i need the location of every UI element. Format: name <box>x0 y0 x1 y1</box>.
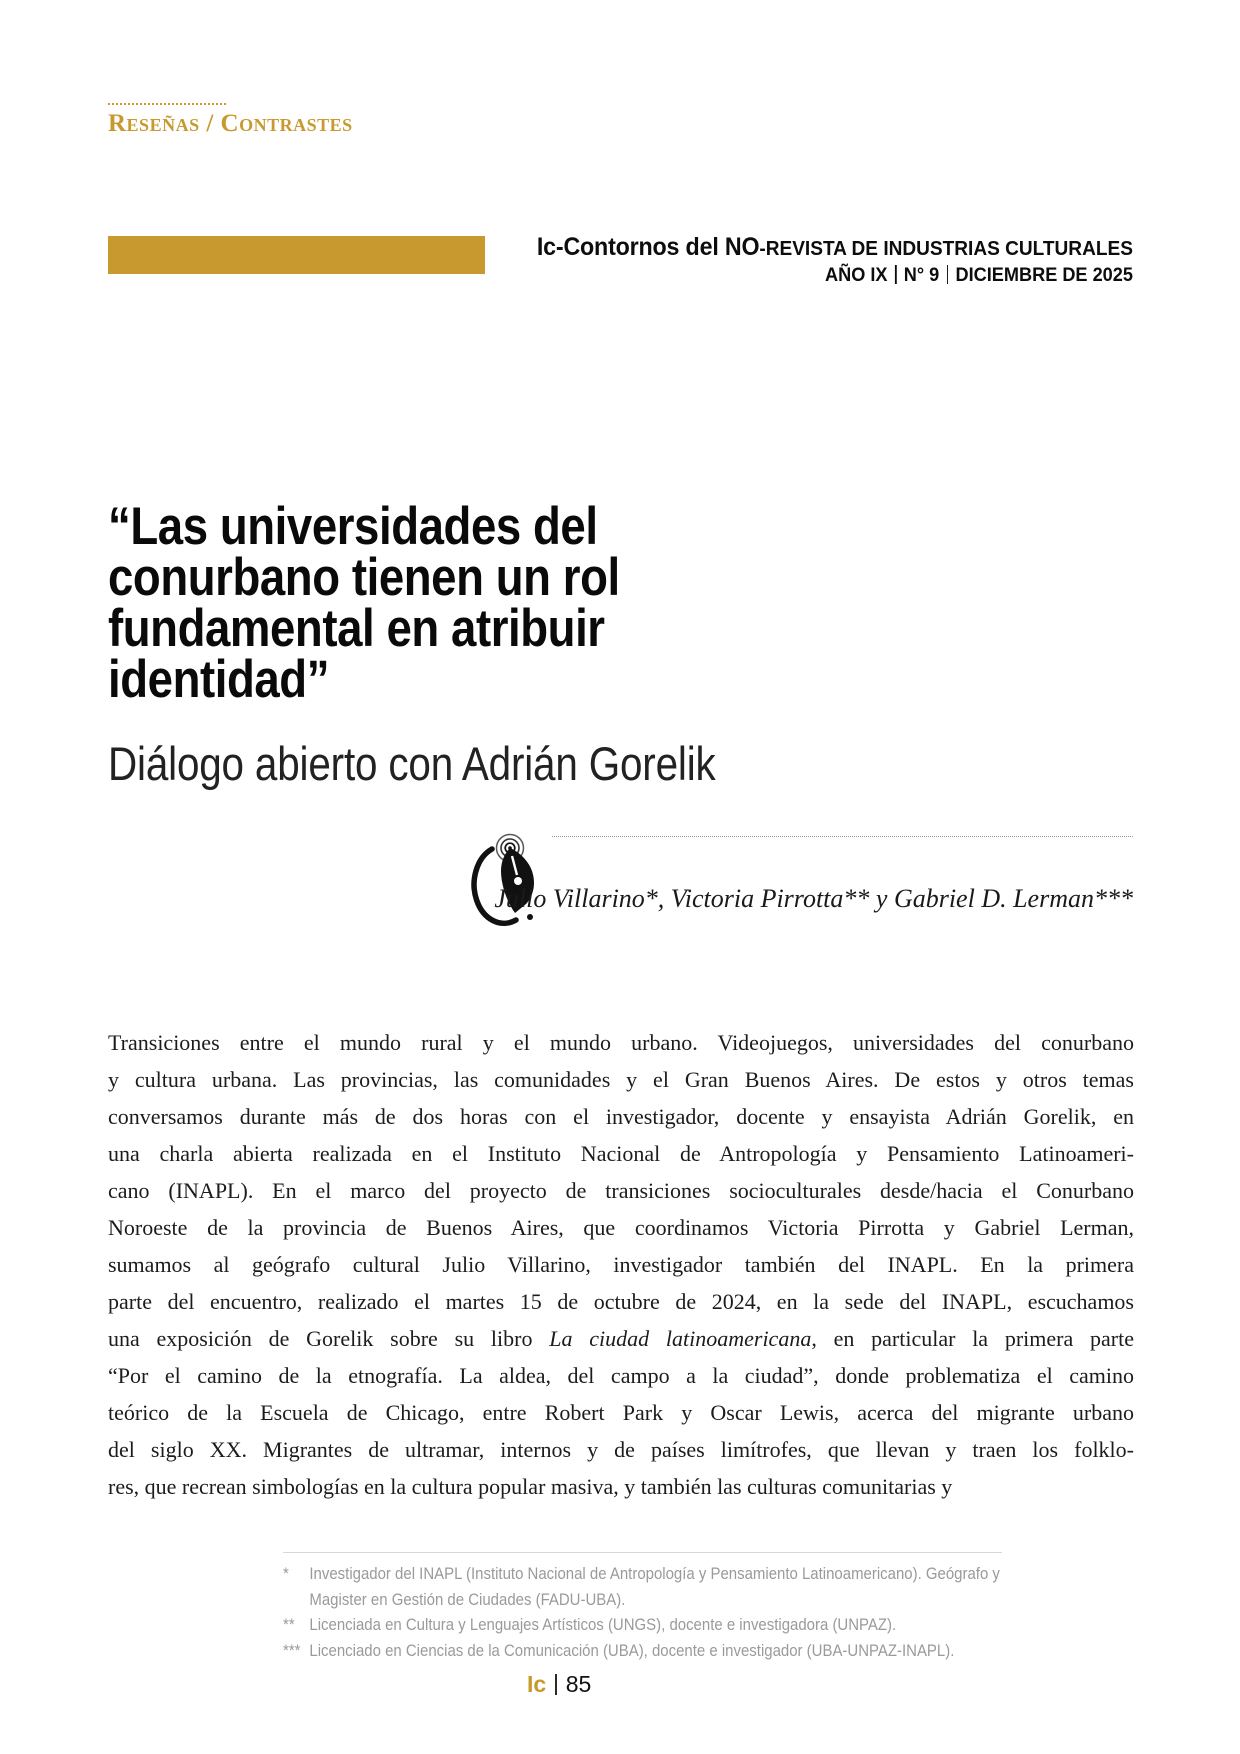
body-line: Transiciones entre el mundo rural y el mundo urbano. Videojuegos, universidades del conurbano <box>108 1030 1134 1055</box>
journal-subtitle: -REVISTA DE INDUSTRIAS CULTURALES <box>759 237 1133 260</box>
book-title: La ciudad latinoamericana <box>549 1326 812 1351</box>
journal-title <box>537 233 1133 262</box>
journal-logo: Ic <box>527 1671 547 1697</box>
footnote-text: Investigador del INAPL (Instituto Nacional de Antropología y Pensamiento Latinoamericano). Geógrafo y Magister en Gestión de Ciudades (FADU-UBA). <box>309 1564 1000 1609</box>
issue-date: DICIEMBRE DE 2025 <box>955 264 1133 286</box>
divider <box>947 265 948 284</box>
footnotes <box>283 1561 1003 1663</box>
body-line: res, que recrean simbologías en la cultura popular masiva, y también las culturas comunitarias y <box>108 1474 953 1499</box>
masthead-accent-bar <box>108 236 485 274</box>
footnote <box>283 1612 1003 1638</box>
body-line: “Por el camino de la etnografía. La aldea, del campo a la ciudad”, donde problematiza el camino <box>108 1363 1134 1388</box>
issue-year: AÑO IX <box>825 264 888 286</box>
issue-info <box>537 264 1133 287</box>
divider <box>895 265 896 284</box>
page-footer <box>527 1671 591 1698</box>
issue-number: N° 9 <box>903 264 940 286</box>
footnote-marker: * <box>283 1564 289 1583</box>
footnote <box>283 1638 1003 1664</box>
body-line: parte del encuentro, realizado el martes 15 de octubre de 2024, en la sede del INAPL, escuchamos <box>108 1289 1134 1314</box>
body-line <box>108 1320 1134 1357</box>
body-line: una charla abierta realizada en el Instituto Nacional de Antropología y Pensamiento Latinoameri- <box>108 1141 1134 1166</box>
footnote-text: Licenciado en Ciencias de la Comunicación (UBA), docente e investigador (UBA-UNPAZ-INAPL). <box>309 1640 955 1660</box>
title-line: fundamental en atribuir <box>108 599 605 658</box>
footnote-text: Licenciada en Cultura y Lenguajes Artísticos (UNGS), docente e investigadora (UNPAZ). <box>309 1615 897 1634</box>
body-text-run: , en particular la primera parte <box>811 1326 1134 1351</box>
section-label-block <box>108 103 353 138</box>
footnote-rule <box>283 1552 1002 1553</box>
title-line: identidad” <box>108 650 330 709</box>
footnote-marker: *** <box>283 1640 301 1660</box>
footnote-marker: ** <box>283 1615 295 1634</box>
divider <box>555 1674 557 1695</box>
body-line: sumamos al geógrafo cultural Julio Villarino, investigador también del INAPL. En la primera <box>108 1252 1134 1277</box>
body-line: del siglo XX. Migrantes de ultramar, internos y de países limítrofes, que llevan y traen los folklo- <box>108 1437 1134 1462</box>
article-title <box>108 497 620 709</box>
article-subtitle: Diálogo abierto con Adrián Gorelik <box>108 737 716 790</box>
body-line: y cultura urbana. Las provincias, las comunidades y el Gran Buenos Aires. De estos y otros temas <box>108 1067 1134 1092</box>
title-line: “Las universidades del <box>108 497 598 556</box>
journal-name: Ic-Contornos del NO <box>536 233 760 261</box>
title-line: conurbano tienen un rol <box>108 548 620 607</box>
body-line: Noroeste de la provincia de Buenos Aires, que coordinamos Victoria Pirrotta y Gabriel Lerman, <box>108 1215 1134 1240</box>
dotted-rule <box>108 103 226 105</box>
body-line: cano (INAPL). En el marco del proyecto de transiciones socioculturales desde/hacia el Conurbano <box>108 1178 1134 1203</box>
body-line: teórico de la Escuela de Chicago, entre Robert Park y Oscar Lewis, acerca del migrante urbano <box>108 1400 1134 1425</box>
byline: Julio Villarino*, Victoria Pirrotta** y Gabriel D. Lerman*** <box>494 884 1133 913</box>
body-paragraph <box>108 1024 1134 1505</box>
section-label: Reseñas / Contrastes <box>108 110 353 137</box>
page-number: 85 <box>565 1671 592 1697</box>
body-text-run: una exposición de Gorelik sobre su libro <box>108 1326 550 1351</box>
masthead <box>537 233 1133 287</box>
byline-dotted-rule <box>552 836 1133 837</box>
body-line: conversamos durante más de dos horas con el investigador, docente y ensayista Adrián Gorelik, en <box>108 1104 1134 1129</box>
footnote <box>283 1561 1003 1612</box>
